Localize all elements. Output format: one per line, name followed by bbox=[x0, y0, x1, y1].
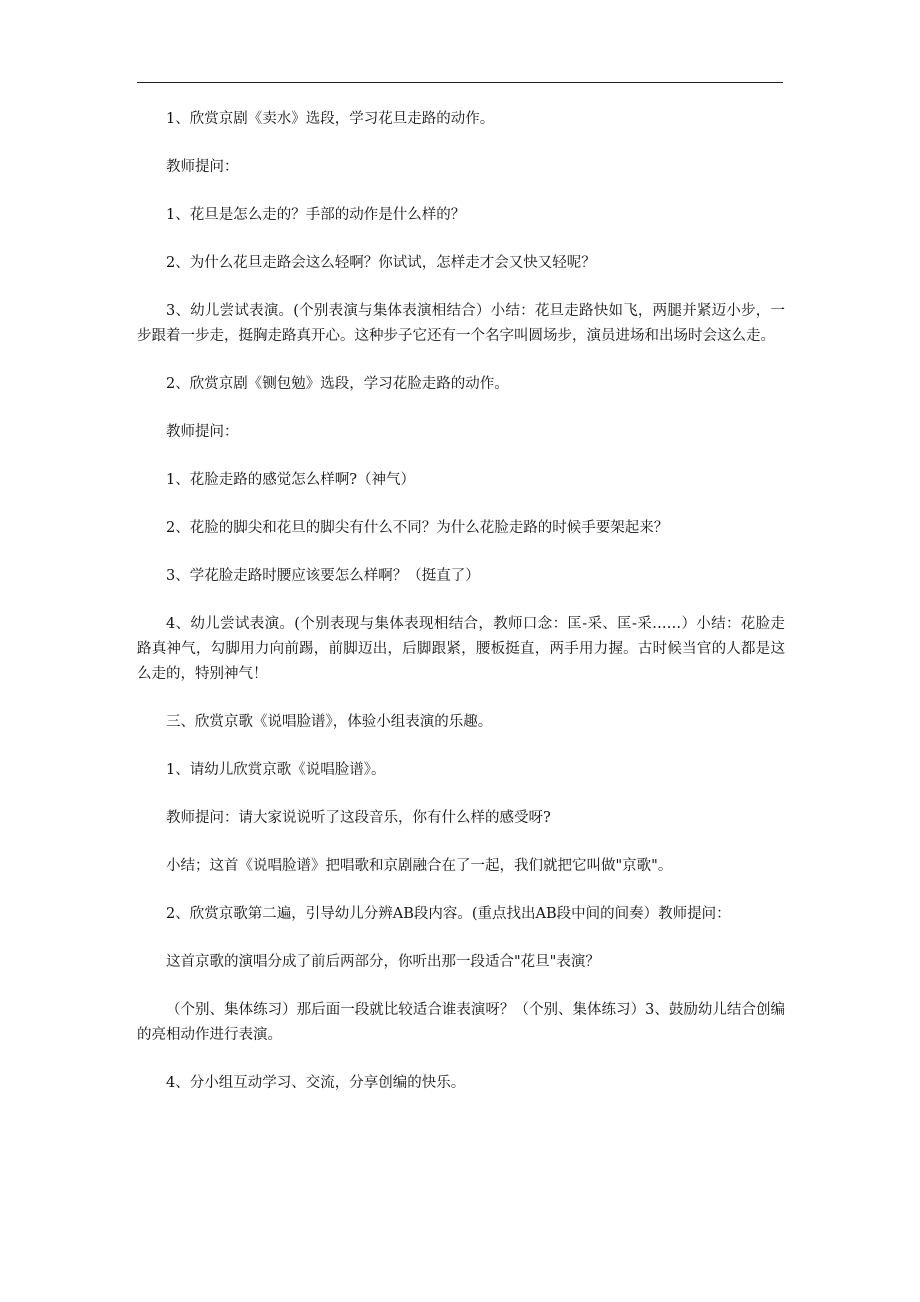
paragraph: 2、欣赏京剧《铡包勉》选段，学习花脸走路的动作。 bbox=[166, 376, 509, 392]
paragraph: 这首京歌的演唱分成了前后两部分，你听出那一段适合"花旦"表演？ bbox=[166, 954, 600, 970]
paragraph: 2、为什么花旦走路会这么轻啊？你试试，怎样走才会又快又轻呢？ bbox=[166, 255, 596, 271]
paragraph: 4、分小组互动学习、交流，分享创编的快乐。 bbox=[166, 1075, 466, 1091]
paragraph: 教师提问： bbox=[166, 159, 239, 175]
paragraph: 小结；这首《说唱脸谱》把唱歌和京剧融合在了一起，我们就把它叫做"京歌"。 bbox=[166, 858, 673, 874]
paragraph: （个别、集体练习）那后面一段就比较适合谁表演呀？（个别、集体练习）3、鼓励幼儿结合创编的亮相动作进行表演。 bbox=[137, 1002, 785, 1043]
paragraph: 2、欣赏京歌第二遍，引导幼儿分辨AB段内容。(重点找出AB段中间的间奏）教师提问： bbox=[166, 906, 731, 922]
paragraph: 1、花旦是怎么走的？手部的动作是什么样的？ bbox=[166, 207, 466, 223]
paragraph: 3、学花脸走路时腰应该要怎么样啊？（挺直了） bbox=[166, 568, 480, 584]
paragraph: 教师提问： bbox=[166, 424, 239, 440]
paragraph: 教师提问：请大家说说听了这段音乐，你有什么样的感受呀? bbox=[166, 810, 551, 826]
header-rule bbox=[137, 82, 783, 83]
paragraph: 1、请幼儿欣赏京歌《说唱脸谱》。 bbox=[166, 762, 386, 778]
paragraph: 2、花脸的脚尖和花旦的脚尖有什么不同？为什么花脸走路的时候手要架起来？ bbox=[166, 520, 669, 536]
paragraph: 3、幼儿尝试表演。(个别表演与集体表演相结合）小结：花旦走路快如飞，两腿并紧迈小步，一步跟着一步走，挺胸走路真开心。这种步子它还有一个名字叫圆场步，演员进场和出场时会这么走。 bbox=[137, 303, 785, 344]
paragraph: 1、花脸走路的感觉怎么样啊?（神气） bbox=[166, 472, 415, 488]
section-heading: 三、欣赏京歌《说唱脸谱》，体验小组表演的乐趣。 bbox=[166, 714, 493, 730]
document-body bbox=[137, 107, 785, 1096]
paragraph: 4、幼儿尝试表演。(个别表现与集体表现相结合，教师口念：匡-采、匡-采……）小结：花脸走路真神气，勾脚用力向前踢，前脚迈出，后脚跟紧，腰板挺直，两手用力握。古时候当官的人都是这么走的，特别神气！ bbox=[137, 616, 785, 682]
paragraph: 1、欣赏京剧《卖水》选段，学习花旦走路的动作。 bbox=[166, 111, 495, 127]
